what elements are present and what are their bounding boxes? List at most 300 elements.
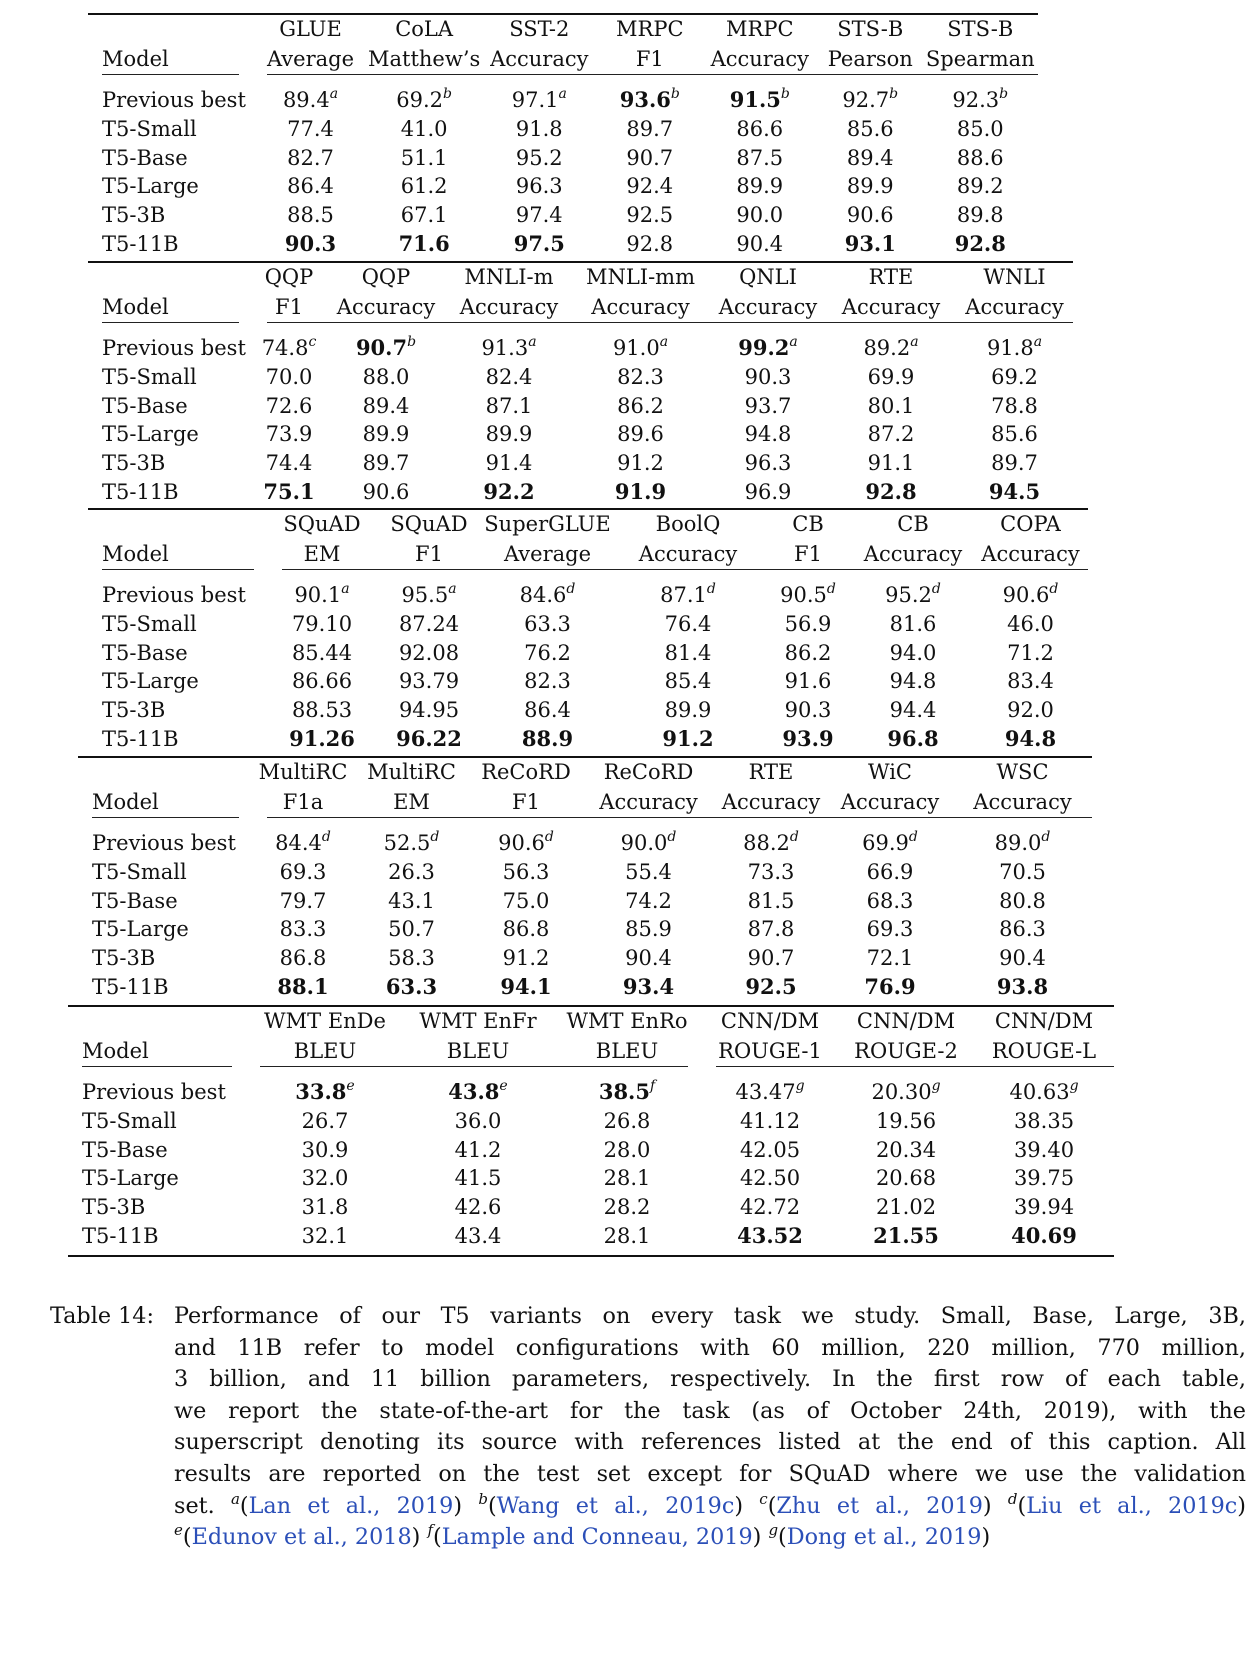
cell-value: 94.5 [988, 478, 1041, 504]
model-name-cell [88, 115, 253, 144]
column-header: CNN/DM [856, 1009, 956, 1033]
score-cell [268, 696, 376, 725]
cell-value: 83.3 [279, 917, 327, 942]
score-cell [571, 449, 710, 478]
score-cell [368, 201, 480, 230]
score-cell [325, 449, 447, 478]
header-row [88, 14, 1038, 44]
table-superglue-2 [78, 756, 1092, 1006]
column-header: Accuracy [973, 790, 1072, 814]
cell-value: 90.6 [1002, 583, 1050, 607]
score-cell [571, 478, 710, 507]
table-row [88, 172, 1038, 201]
cell-value: 86.2 [784, 640, 832, 665]
score-cell [973, 696, 1088, 725]
score-cell [763, 639, 853, 668]
column-header: WSC [996, 760, 1049, 784]
cell-value: 39.94 [1013, 1195, 1075, 1220]
column-header: BoolQ [655, 512, 721, 536]
model-name-cell [78, 858, 253, 887]
caption-text [174, 1301, 1246, 1554]
table-row [68, 1077, 1114, 1107]
cell-value: 43.1 [388, 888, 435, 913]
cell-value: 86.6 [736, 116, 784, 141]
table-row [68, 1193, 1114, 1222]
citation-superscript: d [430, 829, 440, 845]
cell-value: 28.0 [603, 1137, 651, 1162]
caption-refs-line-1: set. $^a$(Lan et al., 2019) $^b$(Wang et al., 2019c) $^c$(Zhu et al., 2019) $^d$(Liu et al., 2019c) [174, 1489, 1246, 1519]
cell-value: 61.2 [400, 174, 448, 199]
column-header: CNN/DM [994, 1009, 1094, 1033]
model-name-cell [68, 1077, 246, 1107]
cell-value: 85.0 [956, 116, 1004, 141]
cell-value: 85.44 [291, 640, 353, 665]
cell-value: 93.79 [398, 669, 460, 694]
score-cell [447, 478, 571, 507]
table-row [68, 1107, 1114, 1136]
score-cell [956, 478, 1073, 507]
score-cell [827, 887, 953, 916]
cell-value: 76.2 [524, 640, 571, 665]
cell-value: 93.4 [622, 973, 675, 999]
cell-value: 72.6 [265, 393, 313, 418]
cell-value: 67.1 [400, 203, 448, 228]
model-name-cell [88, 449, 253, 478]
column-header: F1 [275, 295, 303, 319]
cell-value: 89.9 [736, 174, 784, 199]
score-cell [447, 420, 571, 449]
cell-value: 71.6 [398, 230, 450, 256]
cell-value: 41.5 [454, 1166, 502, 1191]
cell-value: 92.8 [626, 231, 674, 256]
model-name-cell [88, 478, 253, 507]
results-table [88, 261, 1073, 511]
score-cell [818, 85, 922, 115]
score-cell [826, 478, 956, 507]
cell-value: 63.3 [385, 973, 438, 999]
cell-value: 75.1 [263, 478, 315, 504]
cell-value: 86.2 [617, 393, 664, 418]
column-header: F1a [282, 790, 324, 814]
column-header: Accuracy [599, 790, 698, 814]
score-cell [838, 1136, 974, 1165]
rule-segment [376, 569, 482, 570]
score-cell [480, 85, 598, 115]
score-cell [715, 887, 827, 916]
cell-value: 91.0 [612, 336, 660, 360]
rule-segment [102, 74, 239, 75]
column-header: CB [897, 512, 929, 536]
score-cell [715, 915, 827, 944]
cell-value: T5-Base [102, 393, 188, 418]
cell-value: 89.7 [362, 451, 410, 476]
table-row [88, 392, 1073, 421]
score-cell [480, 144, 598, 173]
score-cell [702, 1107, 838, 1136]
table-row [78, 887, 1092, 916]
cell-value: 94.8 [889, 669, 937, 694]
column-header: EM [393, 790, 430, 814]
cell-value: 40.69 [1011, 1222, 1077, 1248]
table-row [88, 333, 1073, 363]
cell-value: 90.4 [999, 946, 1046, 971]
score-cell [552, 1077, 702, 1107]
cell-value: T5-Large [102, 669, 199, 694]
table-row [68, 1164, 1114, 1193]
cell-value: 82.7 [287, 145, 334, 170]
reference-link[interactable]: Zhu et al., 2019 [776, 1492, 983, 1519]
rule-segment [716, 1066, 838, 1067]
rule-segment [571, 322, 710, 323]
model-name-cell [68, 1136, 246, 1165]
cell-value: 89.4 [282, 88, 330, 112]
cell-value: 87.1 [485, 393, 533, 418]
cell-value: 93.7 [744, 393, 792, 418]
score-cell [253, 887, 353, 916]
score-cell [922, 230, 1038, 259]
score-cell [953, 828, 1092, 858]
cell-value: 94.4 [889, 698, 937, 723]
rule-segment [826, 322, 956, 323]
reference-superscript: e [174, 1521, 183, 1540]
cell-value: 51.1 [400, 145, 448, 170]
column-header: GLUE [279, 17, 342, 41]
cell-value: 79.7 [279, 888, 327, 913]
header-rule [88, 74, 1038, 85]
citation-superscript: b [443, 86, 452, 102]
score-cell [956, 449, 1073, 478]
column-header: QNLI [739, 265, 797, 289]
cell-value: 86.8 [279, 946, 327, 971]
cell-value: T5-Base [102, 145, 188, 170]
column-header: Accuracy [490, 47, 589, 71]
table-row [68, 1222, 1114, 1251]
score-cell [763, 696, 853, 725]
cell-value: 31.8 [301, 1195, 349, 1220]
citation-superscript: d [789, 829, 799, 845]
score-cell [253, 828, 353, 858]
cell-value: 69.9 [862, 831, 909, 855]
score-cell [470, 858, 582, 887]
header-row [68, 1006, 1114, 1036]
rule-segment [701, 74, 818, 75]
bottom-spacer [68, 1251, 1114, 1256]
cell-value: T5-11B [102, 231, 179, 256]
score-cell [368, 172, 480, 201]
cell-value: 82.3 [617, 364, 664, 389]
column-header: Matthew’s [368, 47, 481, 71]
citation-superscript: a [341, 581, 350, 597]
citation-superscript: a [910, 334, 919, 350]
rule-segment [956, 322, 1073, 323]
cell-value: 92.8 [865, 478, 917, 504]
score-cell [482, 667, 613, 696]
score-cell [253, 144, 368, 173]
score-cell [598, 201, 701, 230]
cell-value: 42.50 [739, 1166, 801, 1191]
cell-value: 63.3 [524, 611, 571, 636]
score-cell [571, 333, 710, 363]
score-cell [325, 478, 447, 507]
cell-value: 85.6 [991, 422, 1038, 447]
column-header: WMT EnFr [419, 1009, 537, 1033]
reference-superscript: d [1007, 1489, 1018, 1508]
column-header: STS-B [837, 17, 904, 41]
cell-value: 89.7 [626, 116, 674, 141]
score-cell [253, 973, 353, 1002]
score-cell [470, 973, 582, 1002]
cell-value: 90.4 [625, 946, 672, 971]
model-name-cell [88, 85, 253, 115]
score-cell [956, 363, 1073, 392]
rule-segment [260, 1066, 404, 1067]
cell-value: 69.2 [396, 88, 444, 112]
column-header: Accuracy [710, 47, 809, 71]
header-rule [88, 322, 1073, 333]
reference-link[interactable]: Edunov et al., 2018 [191, 1524, 412, 1551]
rule-segment [710, 322, 826, 323]
cell-value: 85.9 [625, 917, 672, 942]
table-row [78, 828, 1092, 858]
model-name-cell [68, 1193, 246, 1222]
score-cell [480, 201, 598, 230]
cell-value: 92.5 [745, 973, 797, 999]
citation-superscript: a [528, 334, 537, 350]
cell-value: 56.9 [784, 611, 832, 636]
column-header: STS-B [947, 17, 1014, 41]
score-cell [826, 449, 956, 478]
column-header: Accuracy [981, 542, 1080, 566]
score-cell [480, 172, 598, 201]
cell-value: 80.1 [867, 393, 915, 418]
column-header: WNLI [983, 265, 1046, 289]
score-cell [268, 725, 376, 754]
header-row [88, 539, 1088, 569]
score-cell [246, 1164, 404, 1193]
header-row [68, 1036, 1114, 1066]
cell-value: 94.8 [744, 422, 792, 447]
score-cell [701, 85, 818, 115]
cell-value: 38.5 [598, 1079, 650, 1104]
cell-value: 88.5 [287, 203, 334, 228]
score-cell [613, 725, 763, 754]
cell-value: 96.9 [744, 479, 792, 504]
cell-value: 90.0 [620, 831, 668, 855]
table-row [88, 363, 1073, 392]
rule-segment [404, 1066, 552, 1067]
rule-segment [853, 569, 973, 570]
score-cell [404, 1136, 552, 1165]
score-cell [827, 828, 953, 858]
cell-value: 91.2 [617, 451, 664, 476]
cell-value: T5-Base [102, 640, 188, 665]
citation-superscript: e [499, 1078, 508, 1094]
cell-value: 90.5 [780, 583, 827, 607]
model-name-cell [78, 915, 253, 944]
cell-value: T5-Large [92, 917, 189, 942]
cell-value: 50.7 [388, 917, 435, 942]
cell-value: 30.9 [301, 1137, 349, 1162]
column-header: Accuracy [840, 790, 940, 814]
column-header: ReCoRD [481, 760, 571, 784]
column-header-model [78, 757, 253, 787]
rule-segment [973, 569, 1088, 570]
cell-value: 82.3 [524, 669, 571, 694]
score-cell [838, 1193, 974, 1222]
cell-value: 87.24 [398, 611, 460, 636]
model-name-cell [78, 944, 253, 973]
score-cell [715, 973, 827, 1002]
model-name-cell [88, 333, 253, 363]
table-row [88, 420, 1073, 449]
score-cell [376, 667, 482, 696]
cell-value: 82.4 [485, 364, 533, 389]
column-header: F1 [794, 542, 822, 566]
score-cell [582, 858, 715, 887]
cell-value: 96.3 [515, 174, 563, 199]
cell-value: 41.0 [400, 116, 448, 141]
header-row [88, 262, 1073, 292]
citation-superscript: d [321, 829, 331, 845]
reference-link[interactable]: Lan et al., 2019 [248, 1492, 454, 1519]
table-row [78, 915, 1092, 944]
score-cell [953, 944, 1092, 973]
cell-value: 94.0 [889, 640, 937, 665]
cell-value: 97.4 [515, 203, 563, 228]
cell-value: 88.9 [521, 725, 574, 751]
score-cell [838, 1222, 974, 1251]
score-cell [447, 392, 571, 421]
cell-value: 89.2 [956, 174, 1004, 199]
cell-value: 93.9 [782, 725, 834, 751]
score-cell [827, 973, 953, 1002]
score-cell [763, 667, 853, 696]
cell-value: 92.7 [842, 88, 890, 112]
cell-value: 90.1 [294, 583, 342, 607]
score-cell [253, 115, 368, 144]
score-cell [974, 1193, 1114, 1222]
score-cell [325, 333, 447, 363]
cell-value: 70.0 [265, 364, 313, 389]
column-header: Accuracy [638, 542, 738, 566]
score-cell [253, 201, 368, 230]
cell-value: T5-Small [102, 611, 197, 636]
reference-link[interactable]: Dong et al., 2019 [786, 1524, 982, 1551]
cell-value: 91.3 [481, 336, 529, 360]
cell-value: 21.02 [875, 1195, 937, 1220]
score-cell [922, 172, 1038, 201]
cell-value: T5-3B [92, 946, 156, 971]
cell-value: 85.6 [846, 116, 894, 141]
score-cell [827, 858, 953, 887]
citation-superscript: b [780, 86, 790, 102]
cell-value: T5-3B [102, 203, 166, 228]
citation-superscript: a [789, 334, 798, 350]
reference-link[interactable]: Liu et al., 2019c [1026, 1492, 1238, 1519]
cell-value: 32.0 [301, 1166, 349, 1191]
score-cell [613, 610, 763, 639]
score-cell [253, 392, 325, 421]
citation-superscript: g [1069, 1078, 1079, 1094]
score-cell [368, 115, 480, 144]
cell-value: 89.9 [485, 422, 533, 447]
citation-superscript: a [448, 581, 457, 597]
score-cell [268, 580, 376, 610]
column-header: Accuracy [336, 295, 436, 319]
score-cell [953, 858, 1092, 887]
column-header: MNLI-mm [585, 265, 696, 289]
cell-value: 55.4 [625, 859, 672, 884]
cell-value: 91.4 [485, 451, 533, 476]
score-cell [253, 230, 368, 259]
reference-link[interactable]: Lample and Conneau, 2019 [441, 1524, 753, 1551]
cell-value: 81.6 [889, 611, 937, 636]
score-cell [853, 610, 973, 639]
cell-value: 89.7 [991, 451, 1038, 476]
cell-value: 79.10 [291, 611, 353, 636]
score-cell [246, 1222, 404, 1251]
rule-segment [325, 322, 447, 323]
rule-segment [715, 817, 827, 818]
reference-superscript: c [759, 1489, 768, 1508]
score-cell [552, 1222, 702, 1251]
score-cell [353, 944, 470, 973]
score-cell [956, 420, 1073, 449]
table-row [88, 696, 1088, 725]
cell-value: 88.2 [743, 831, 790, 855]
cell-value: 72.1 [866, 946, 914, 971]
model-name-cell [88, 725, 268, 754]
table-row [88, 201, 1038, 230]
score-cell [974, 1107, 1114, 1136]
cell-value: 41.12 [739, 1108, 801, 1133]
cell-value: 91.9 [614, 478, 667, 504]
cell-value: Previous best [92, 831, 236, 855]
cell-value: 28.1 [603, 1166, 651, 1191]
citation-superscript: b [999, 86, 1009, 102]
cell-value: 91.1 [867, 451, 915, 476]
score-cell [763, 580, 853, 610]
cell-value: 92.08 [398, 640, 460, 665]
rule-segment [282, 569, 376, 570]
cell-value: 39.40 [1013, 1137, 1075, 1162]
cell-value: 85.4 [664, 669, 712, 694]
column-header: WMT EnRo [566, 1009, 688, 1033]
cell-value: 26.7 [301, 1108, 349, 1133]
score-cell [853, 667, 973, 696]
cell-value: 21.55 [873, 1222, 939, 1248]
table-row [88, 115, 1038, 144]
column-header: ROUGE-L [991, 1039, 1097, 1063]
column-header-model: Model [102, 47, 169, 71]
table-row [88, 667, 1088, 696]
citation-superscript: a [558, 86, 567, 102]
results-table [68, 1005, 1114, 1257]
cell-value: 69.2 [991, 364, 1038, 389]
column-header-model: Model [102, 542, 169, 566]
rule-segment [953, 817, 1092, 818]
cell-value: 26.8 [603, 1108, 651, 1133]
cell-value: 92.3 [952, 88, 1000, 112]
cell-value: 86.4 [287, 174, 334, 199]
cell-value: 87.1 [660, 583, 707, 607]
column-header-model [88, 262, 253, 292]
cell-value: 88.0 [362, 364, 410, 389]
cell-value: 71.2 [1007, 640, 1054, 665]
cell-value: 32.1 [301, 1223, 349, 1248]
column-header: Accuracy [863, 542, 963, 566]
reference-link[interactable]: Wang et al., 2019c [496, 1492, 735, 1519]
